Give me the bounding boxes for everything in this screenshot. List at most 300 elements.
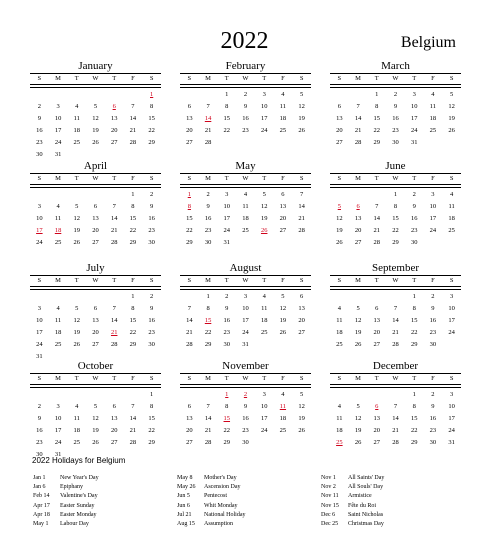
holiday-date: Apr 17 [33,502,50,509]
day-cell: 20 [110,427,118,434]
day-cell: 8 [150,103,154,110]
day-cell: 24 [429,227,437,234]
day-cell: 14 [298,203,305,210]
day-cell: 3 [262,391,266,398]
day-cell: 26 [298,127,305,134]
holiday-name: Labour Day [60,521,89,528]
day-cell: 2 [150,191,154,198]
weekday-label: S [299,175,304,182]
day-cell: 17 [260,115,268,122]
day-cell: 16 [429,415,437,422]
day-cell: 25 [429,127,437,134]
weekday-label: S [337,375,342,382]
weekday-label: T [412,75,417,82]
day-cell: 7 [206,403,210,410]
day-cell: 17 [448,317,455,324]
holiday-day: 18 [54,227,62,234]
day-cell: 24 [260,427,268,434]
day-cell: 5 [356,305,360,312]
empty-cell [386,389,405,401]
weekday-label: T [412,277,417,284]
divider [30,184,161,188]
month-april [30,160,161,249]
weekday-label: W [92,277,99,284]
day-cell: 21 [129,427,137,434]
day-cell: 27 [110,139,118,146]
day-cell: 4 [75,403,79,410]
day-cell: 20 [92,329,99,336]
day-cell: 2 [243,91,248,98]
holiday-day: 26 [260,227,268,234]
weekday-label: W [242,75,249,82]
month-february [180,60,311,149]
day-cell: 23 [223,329,231,336]
day-cell: 13 [373,317,381,324]
day-cell: 5 [262,191,266,198]
day-cell: 21 [354,127,362,134]
day-cell: 27 [373,439,381,446]
weekday-label: S [187,175,192,182]
day-cell: 23 [392,127,399,134]
holiday-entry [177,474,246,483]
day-cell: 1 [150,391,154,398]
month-name: August [229,262,262,274]
holiday-column [33,474,99,529]
day-cell: 28 [110,239,118,246]
weekday-label: T [262,277,267,284]
day-cell: 20 [279,215,287,222]
day-cell: 23 [36,439,43,446]
day-cell: 10 [54,415,62,422]
day-cell: 29 [410,439,418,446]
day-cell: 13 [110,415,118,422]
empty-cell [367,389,386,401]
day-cell: 7 [206,103,210,110]
day-cell: 26 [448,127,455,134]
weekday-label: T [112,375,117,382]
day-cell: 4 [243,191,248,198]
day-cell: 4 [56,305,60,312]
day-cell: 24 [448,427,455,434]
weekday-label: T [374,75,379,82]
weekday-label: S [187,277,192,284]
day-cell: 15 [129,317,137,324]
holiday-name: Whit Monday [204,502,238,509]
day-cell: 21 [110,227,118,234]
day-cell: 27 [186,439,193,446]
weekday-label: W [392,175,399,182]
day-cell: 13 [110,115,118,122]
empty-cell [30,89,49,101]
empty-cell [349,189,368,201]
holiday-entry [177,511,246,520]
year-title: 2022 [220,28,269,54]
day-cell: 8 [150,403,154,410]
holiday-entry [33,474,99,483]
day-cell: 1 [206,293,210,300]
weekday-label: T [112,277,117,284]
day-cell: 24 [410,127,418,134]
holiday-date: Jun 6 [177,502,190,509]
day-cell: 11 [73,115,80,122]
empty-cell [30,189,49,201]
holiday-name: National Holiday [204,511,246,518]
holiday-name: Saint Nicholas [348,511,384,518]
day-cell: 7 [356,103,360,110]
weekday-label: F [281,277,285,284]
day-cell: 16 [36,127,43,134]
holiday-name: Pentecost [204,493,227,500]
day-cell: 27 [373,341,381,348]
day-cell: 20 [298,317,305,324]
empty-cell [330,291,349,303]
day-cell: 12 [354,415,362,422]
day-cell: 5 [300,391,304,398]
day-cell: 31 [54,451,62,458]
day-cell: 10 [448,305,455,312]
holiday-name: Armistice [348,493,372,500]
weekday-label: S [337,277,342,284]
weekday-header [180,74,311,84]
day-cell: 20 [336,127,343,134]
day-cell: 9 [431,305,435,312]
day-cell: 2 [206,191,210,198]
day-cell: 11 [54,317,62,324]
weekday-label: T [74,175,79,182]
day-cell: 30 [36,151,43,158]
day-cell: 6 [375,305,379,312]
day-cell: 27 [110,439,118,446]
weekday-label: W [92,75,99,82]
weekday-label: F [281,375,285,382]
weekday-label: S [37,375,42,382]
month-name: February [225,60,266,72]
day-cell: 13 [92,317,99,324]
weekday-label: T [374,375,379,382]
day-cell: 11 [54,215,62,222]
day-cell: 9 [150,203,154,210]
day-cell: 21 [204,427,212,434]
divider [180,184,311,188]
day-cell: 28 [392,439,399,446]
day-cell: 16 [429,317,437,324]
holiday-date: Aug 15 [177,521,195,528]
day-grid [180,89,311,149]
month-may [180,160,311,249]
day-cell: 17 [429,215,437,222]
day-cell: 1 [412,293,416,300]
day-cell: 3 [450,391,454,398]
day-grid [180,291,311,351]
day-cell: 26 [279,329,287,336]
weekday-header [330,276,461,286]
weekday-label: S [449,75,454,82]
day-cell: 9 [37,115,41,122]
weekday-label: T [374,277,379,284]
day-cell: 3 [56,103,60,110]
day-cell: 19 [354,329,362,336]
day-cell: 10 [36,215,43,222]
weekday-header [330,74,461,84]
day-cell: 28 [392,341,399,348]
day-cell: 14 [129,415,137,422]
day-cell: 17 [260,415,268,422]
day-cell: 21 [186,329,193,336]
weekday-label: T [112,75,117,82]
weekday-label: F [131,75,135,82]
day-cell: 31 [410,139,418,146]
day-cell: 17 [242,317,249,324]
day-cell: 9 [393,103,398,110]
day-cell: 25 [73,439,81,446]
day-cell: 16 [242,415,249,422]
day-cell: 31 [36,353,43,360]
month-name: December [372,360,419,372]
weekday-label: M [205,75,211,82]
weekday-label: F [131,175,135,182]
day-cell: 13 [336,115,343,122]
day-cell: 24 [54,139,62,146]
day-cell: 3 [412,91,416,98]
day-cell: 2 [37,403,41,410]
day-cell: 5 [356,403,360,410]
day-cell: 19 [336,227,343,234]
day-cell: 5 [450,91,454,98]
weekday-label: S [337,175,342,182]
day-cell: 22 [129,227,137,234]
divider [30,286,161,290]
holiday-day: 11 [279,403,287,410]
day-cell: 25 [279,427,287,434]
day-cell: 9 [243,103,248,110]
day-cell: 25 [54,341,62,348]
weekday-label: S [37,277,42,284]
day-cell: 10 [448,403,455,410]
day-cell: 25 [73,139,81,146]
day-cell: 4 [337,305,341,312]
holiday-column [177,474,246,529]
day-cell: 11 [336,317,343,324]
day-cell: 20 [354,227,362,234]
empty-cell [86,291,105,303]
day-cell: 28 [298,227,305,234]
day-cell: 13 [298,305,305,312]
holiday-day: 5 [337,203,341,210]
day-cell: 4 [337,403,341,410]
weekday-label: S [299,277,304,284]
day-cell: 17 [223,215,231,222]
month-name: July [86,262,105,274]
holiday-name: Easter Sunday [60,502,95,509]
day-cell: 3 [225,191,229,198]
weekday-label: T [224,175,229,182]
day-cell: 19 [298,415,305,422]
day-cell: 12 [260,203,268,210]
day-cell: 12 [92,415,99,422]
day-cell: 22 [148,127,155,134]
day-cell: 17 [448,415,455,422]
weekday-label: S [149,277,154,284]
holiday-date: Jan 6 [33,484,46,491]
day-cell: 9 [150,305,154,312]
holiday-entry [321,502,384,511]
day-cell: 11 [73,415,80,422]
day-cell: 21 [392,329,399,336]
holiday-entry [177,492,246,501]
divider [330,184,461,188]
holiday-entry [321,492,384,501]
day-cell: 1 [375,91,379,98]
weekday-label: S [299,75,304,82]
day-cell: 12 [298,103,305,110]
day-cell: 26 [354,341,362,348]
divider [180,84,311,88]
month-september [330,262,461,351]
holiday-day: 6 [356,203,360,210]
holidays-title: 2022 Holidays for Belgium [32,456,126,465]
day-cell: 13 [186,415,193,422]
weekday-label: F [431,75,435,82]
day-cell: 2 [412,191,416,198]
day-cell: 22 [204,329,212,336]
divider [30,84,161,88]
day-cell: 8 [225,403,229,410]
month-october [30,360,161,461]
holiday-name: Fête du Roi [348,502,376,509]
day-cell: 21 [129,127,137,134]
day-cell: 5 [75,203,79,210]
day-cell: 29 [223,439,231,446]
day-cell: 12 [92,115,99,122]
weekday-label: T [412,375,417,382]
month-name: May [235,160,256,172]
holiday-day: 1 [187,191,191,198]
weekday-label: W [92,375,99,382]
holiday-date: Feb 14 [33,493,50,500]
empty-cell [349,389,368,401]
day-cell: 11 [261,305,268,312]
day-cell: 8 [412,403,416,410]
day-cell: 20 [186,127,193,134]
day-cell: 22 [186,227,193,234]
weekday-label: T [74,277,79,284]
weekday-header [330,374,461,384]
empty-cell [330,389,349,401]
day-cell: 23 [148,329,155,336]
day-cell: 21 [298,215,305,222]
day-cell: 2 [225,293,229,300]
day-grid [330,89,461,149]
empty-cell [86,389,105,401]
holiday-day: 2 [243,391,248,398]
day-cell: 23 [36,139,43,146]
day-cell: 16 [410,215,418,222]
day-cell: 27 [354,239,362,246]
holiday-entry [33,483,99,492]
day-cell: 4 [281,91,285,98]
holiday-date: Apr 18 [33,511,50,518]
day-cell: 22 [410,427,418,434]
holiday-entry [321,520,384,529]
day-cell: 16 [204,215,212,222]
day-cell: 13 [279,203,287,210]
day-cell: 15 [410,317,418,324]
day-cell: 17 [36,329,43,336]
day-cell: 17 [54,427,62,434]
day-cell: 2 [431,293,435,300]
weekday-header [330,174,461,184]
day-cell: 24 [242,329,249,336]
month-name: March [381,60,410,72]
day-cell: 20 [92,227,99,234]
month-january [30,60,161,161]
weekday-header [30,276,161,286]
day-cell: 25 [54,239,62,246]
day-cell: 26 [92,139,99,146]
day-cell: 15 [392,215,399,222]
day-cell: 25 [448,227,455,234]
empty-cell [180,291,199,303]
day-cell: 14 [204,415,212,422]
day-cell: 6 [93,305,98,312]
weekday-label: W [242,277,249,284]
day-cell: 9 [412,203,416,210]
day-cell: 23 [429,427,437,434]
day-cell: 19 [448,115,455,122]
day-cell: 25 [279,127,287,134]
weekday-label: T [224,75,229,82]
day-cell: 3 [431,191,435,198]
empty-cell [49,291,68,303]
weekday-label: T [74,375,79,382]
holiday-day: 17 [36,227,43,234]
day-cell: 11 [242,203,249,210]
day-cell: 15 [186,215,193,222]
holiday-date: Nov 11 [321,493,339,500]
weekday-header [30,74,161,84]
day-cell: 24 [223,227,231,234]
day-cell: 24 [54,439,62,446]
month-name: June [385,160,406,172]
empty-cell [30,389,49,401]
day-cell: 17 [410,115,418,122]
day-grid [330,291,461,351]
weekday-label: T [112,175,117,182]
weekday-label: T [262,75,267,82]
day-cell: 29 [148,139,155,146]
weekday-header [180,374,311,384]
day-cell: 1 [131,191,135,198]
empty-cell [30,291,49,303]
empty-cell [124,89,143,101]
day-cell: 23 [429,329,437,336]
holiday-date: Jun 5 [177,493,190,500]
day-cell: 28 [129,439,137,446]
weekday-label: F [431,175,435,182]
day-cell: 14 [110,317,118,324]
day-cell: 21 [373,227,381,234]
day-cell: 8 [375,103,379,110]
day-cell: 24 [448,329,455,336]
weekday-header [30,374,161,384]
day-cell: 23 [410,227,418,234]
day-cell: 14 [354,115,362,122]
weekday-label: S [37,175,42,182]
month-name: April [83,160,108,172]
holiday-name: Valentine's Day [60,493,98,500]
day-cell: 19 [279,317,287,324]
day-cell: 7 [375,203,379,210]
